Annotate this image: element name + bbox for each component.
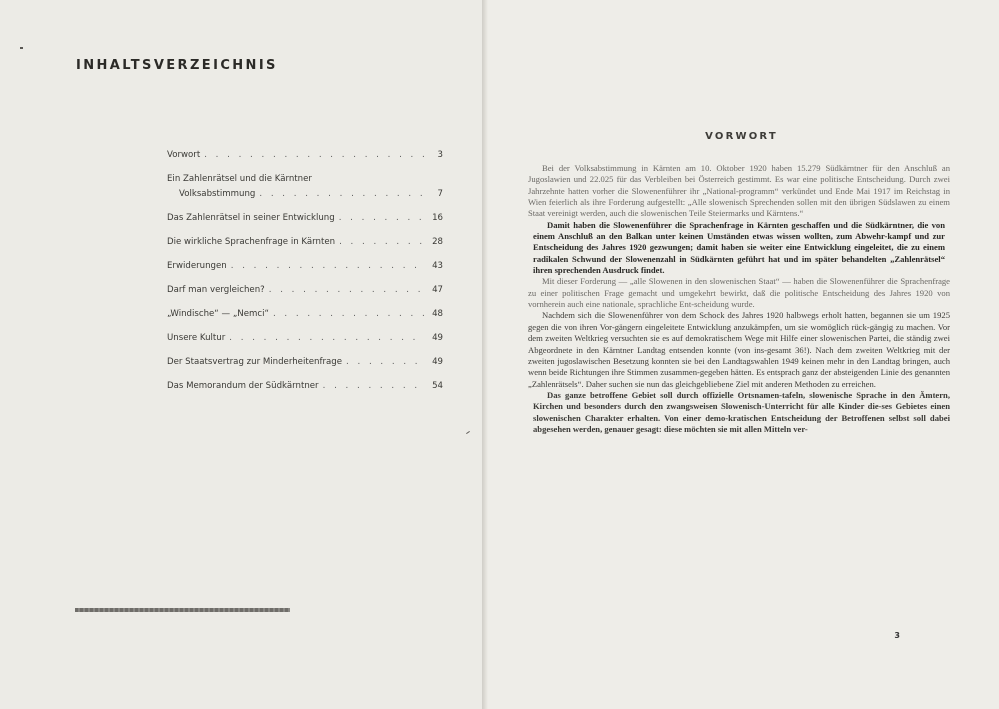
toc-entry-page: 49 (432, 357, 443, 367)
print-speck (466, 431, 470, 434)
toc-leader-dots (204, 150, 425, 160)
toc-entry-title: Der Staatsvertrag zur Minderheitenfrage (167, 357, 343, 367)
paragraph: Bei der Volksabstimmung in Kärnten am 10. Oktober 1920 haben 15.279 Südkärntner für den Anschluß an Jugoslawien und 22.025 für das Verbleiben bei Österreich gestimmt. Es war eine politische Entscheidung. Durch zwei Jahrzehnte hatten vorher die Slowenenführer ihr „National-programm“ verkündet und Ende Mai 1917 im Reichstag in Wien feierlich als ihre Forderung aufgestellt: „Alle slowenisch Sprechenden sollen mit den übrigen Südslawen zu einem Staat vereinigt werden, auch die slowenischen Teile Steiermarks und Kärntens.“ (528, 163, 950, 219)
toc-entry (167, 309, 443, 319)
toc-entry-title: Erwiderungen (167, 261, 227, 271)
foreword-body (528, 163, 950, 435)
toc-entry-page: 48 (432, 309, 443, 319)
toc-entry-page: 43 (432, 261, 443, 271)
decorative-rule (75, 608, 290, 612)
toc-leader-dots (346, 357, 425, 367)
toc-entry-page: 3 (437, 150, 443, 160)
toc-entry-page: 7 (437, 189, 443, 199)
toc-entry (167, 381, 443, 391)
toc-entry (167, 285, 443, 295)
toc-entry-page: 54 (432, 381, 443, 391)
toc-leader-dots (269, 285, 425, 295)
toc-leader-dots (229, 333, 425, 343)
toc-leader-dots (273, 309, 425, 319)
book-gutter (482, 0, 488, 709)
toc-entry-page: 16 (432, 213, 443, 223)
toc-entry (167, 237, 443, 247)
toc-leader-dots (231, 261, 425, 271)
toc-entry-title: „Windische“ — „Nemci“ (167, 309, 269, 319)
toc-entry-title: Unsere Kultur (167, 333, 226, 343)
toc-entry-page: 28 (432, 237, 443, 247)
foreword-title: VORWORT (705, 131, 778, 142)
print-speck (20, 47, 23, 49)
table-of-contents (167, 150, 443, 391)
toc-leader-dots (323, 381, 425, 391)
toc-entry-title: Das Memorandum der Südkärntner (167, 381, 319, 391)
toc-entry (167, 213, 443, 223)
right-page (484, 0, 999, 709)
toc-entry-page: 47 (432, 285, 443, 295)
paragraph: Mit dieser Forderung — „alle Slowenen in den slowenischen Staat“ — haben die Slowenenführer die Sprachenfrage zu einer politischen Frage gemacht und umgekehrt bewirkt, daß die politische Entscheidung des Jahres 1920 von vornherein auch eine nationale, sprachliche Ent-scheidung wurde. (528, 276, 950, 310)
left-page (0, 0, 484, 709)
toc-entry (167, 261, 443, 271)
paragraph: Nachdem sich die Slowenenführer von dem Schock des Jahres 1920 halbwegs erholt hatten, begannen sie um 1925 gegen die von ihren Vor-gängern eingeleitete Entwicklung anzukämpfen, um sie womöglich rück-gängig zu machen. Vor dem zweiten Weltkrieg versuchten sie es auf demokratischem Wege mit Hilfe einer slowenischen Partei, die ständig zwei Abgeordnete in den Kärntner Landtag entsenden konnte (von ins-gesamt 36!). Nach dem zweiten Weltkrieg mit der zweiten jugoslawischen Besetzung konnten sie bei den Landtagswahlen 1949 keinen mehr in den Landtag bringen, auch wenn beide Richtungen ihre Stimmen zusammen-gegeben hätten. Es entsprach ganz der absteigenden Linie des genannten „Zahlenrätsels“. Daher suchen sie nun das gleichgebliebene Ziel mit anderen Methoden zu erreichen. (528, 310, 950, 389)
paragraph: Das ganze betroffene Gebiet soll durch offizielle Ortsnamen-tafeln, slowenische Sprache in den Ämtern, Kirchen und besonders durch den zwangsweisen Slowenisch-Unterricht für alle Kinder die-ses Gebietes einen slowenischen Charakter erhalten. Von einer demo-kratischen Entscheidung der Betroffenen selbst soll dabei abgesehen werden, genauer gesagt: diese möchten sie mit allen Mitteln ver- (533, 389, 950, 434)
page-number: 3 (894, 631, 900, 640)
toc-title: INHALTSVERZEICHNIS (76, 58, 278, 73)
toc-entry-title: Die wirkliche Sprachenfrage in Kärnten (167, 237, 336, 247)
toc-entry (167, 333, 443, 343)
paragraph: Damit haben die Slowenenführer die Sprachenfrage in Kärnten geschaffen und die Südkärntner, die von einem Anschluß an den Balkan unter keinen Umständen etwas wissen wollten, zum Abwehr-kampf und zur Entscheidung des Jahres 1920 gezwungen; damit haben sie weiter eine Entwicklung eingeleitet, die zu einem radikalen Schwund der Slowenenzahl in Südkärnten geführt hat und im später behandelten „Zahlenrätsel“ ihren sprechenden Ausdruck findet. (533, 219, 945, 276)
toc-entry-title: Vorwort (167, 150, 201, 160)
toc-entry-title-continued: Volksabstimmung (179, 189, 256, 199)
toc-entry (167, 150, 443, 160)
toc-entry (167, 174, 443, 199)
toc-entry-page: 49 (432, 333, 443, 343)
toc-entry-title: Darf man vergleichen? (167, 285, 265, 295)
toc-leader-dots (339, 237, 425, 247)
toc-entry (167, 357, 443, 367)
toc-leader-dots (339, 213, 425, 223)
toc-entry-title: Ein Zahlenrätsel und die Kärntner (167, 174, 312, 184)
toc-entry-title: Das Zahlenrätsel in seiner Entwicklung (167, 213, 335, 223)
toc-leader-dots (259, 189, 425, 199)
